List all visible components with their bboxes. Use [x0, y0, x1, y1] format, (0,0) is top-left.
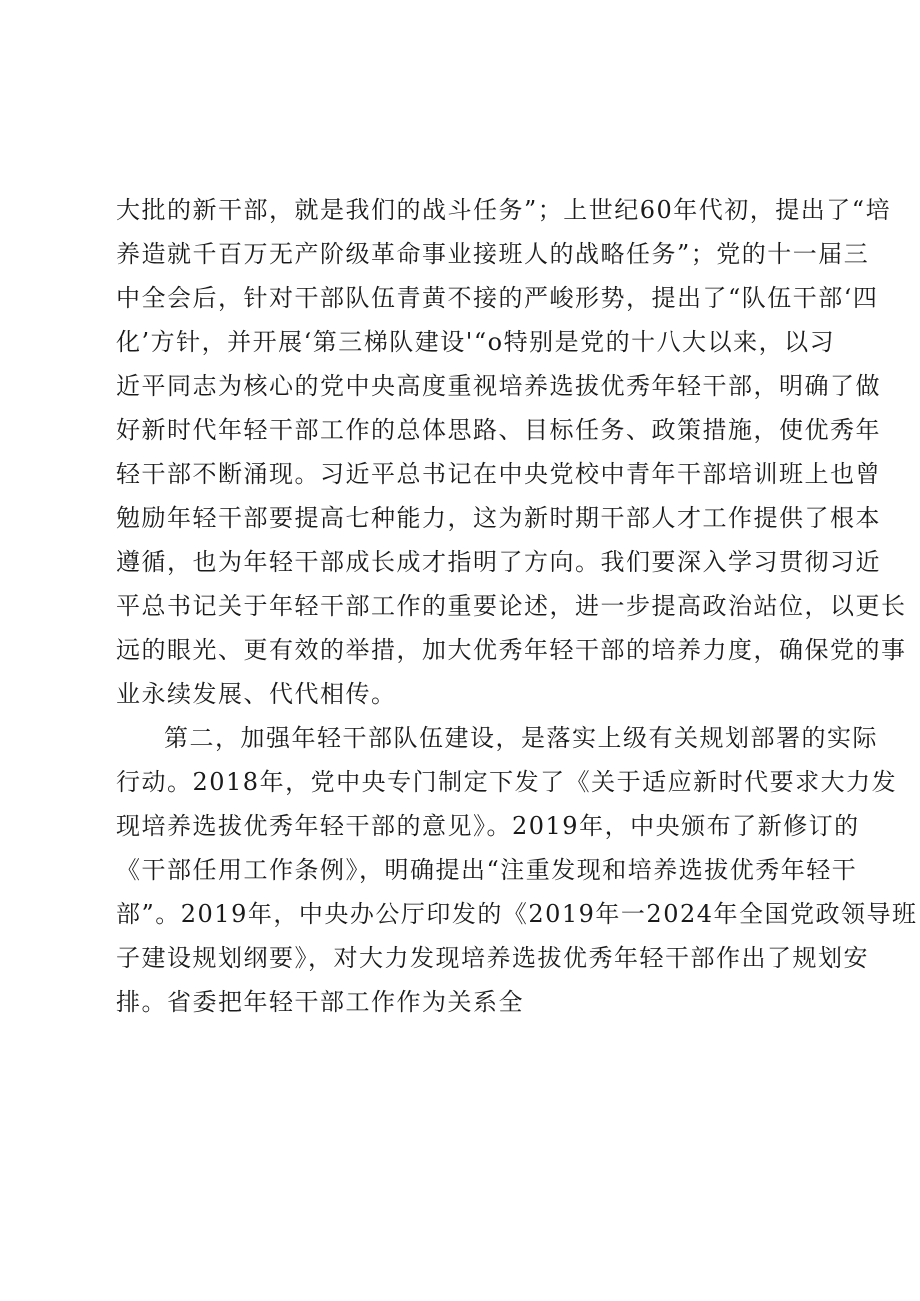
paragraph-line: 近平同志为核心的党中央高度重视培养选拔优秀年轻干部，明确了做: [116, 372, 881, 400]
paragraph-line: 大批的新干部，就是我们的战斗任务”；上世纪60年代初，提出了“培: [116, 196, 892, 224]
paragraph-line: 轻干部不断涌现。习近平总书记在中央党校中青年干部培训班上也曾: [116, 460, 881, 488]
paragraph-line: 部”。2019年，中央办公厅印发的《2019年一2024年全国党政领导班: [116, 900, 918, 928]
paragraph-line: 化’方针，并开展‘第三梯队建设'“o特别是党的十八大以来，以习: [116, 328, 836, 356]
paragraph-line: 行动。2018年，党中央专门制定下发了《关于适应新时代要求大力发: [116, 768, 898, 796]
paragraph-line: 业永续发展、代代相传。: [116, 680, 397, 708]
paragraph-line: 现培养选拔优秀年轻干部的意见》。2019年，中央颁布了新修订的: [116, 812, 860, 840]
paragraph-line: 好新时代年轻干部工作的总体思路、目标任务、政策措施，使优秀年: [116, 416, 881, 444]
paragraph-line: 子建设规划纲要》，对大力发现培养选拔优秀年轻干部作出了规划安: [116, 944, 869, 972]
paragraph-line: 平总书记关于年轻干部工作的重要论述，进一步提高政治站位，以更长: [116, 592, 907, 620]
paragraph-line: 遵循，也为年轻干部成长成才指明了方向。我们要深入学习贯彻习近: [116, 548, 881, 576]
paragraph-line: 养造就千百万无产阶级革命事业接班人的战略任务”；党的十一届三: [116, 240, 870, 268]
paragraph-line: 远的眼光、更有效的举措，加大优秀年轻干部的培养力度，确保党的事: [116, 636, 907, 664]
paragraph-line: 勉励年轻干部要提高七种能力，这为新时期干部人才工作提供了根本: [116, 504, 881, 532]
paragraph-line: 排。省委把年轻干部工作作为关系全: [116, 988, 524, 1016]
paragraph-line: 第二，加强年轻干部队伍建设，是落实上级有关规划部署的实际: [164, 724, 878, 752]
paragraph-line: 中全会后，针对干部队伍青黄不接的严峻形势，提出了“队伍干部‘四: [116, 284, 879, 312]
paragraph-line: 《干部任用工作条例》，明确提出“注重发现和培养选拔优秀年轻干: [116, 856, 858, 884]
